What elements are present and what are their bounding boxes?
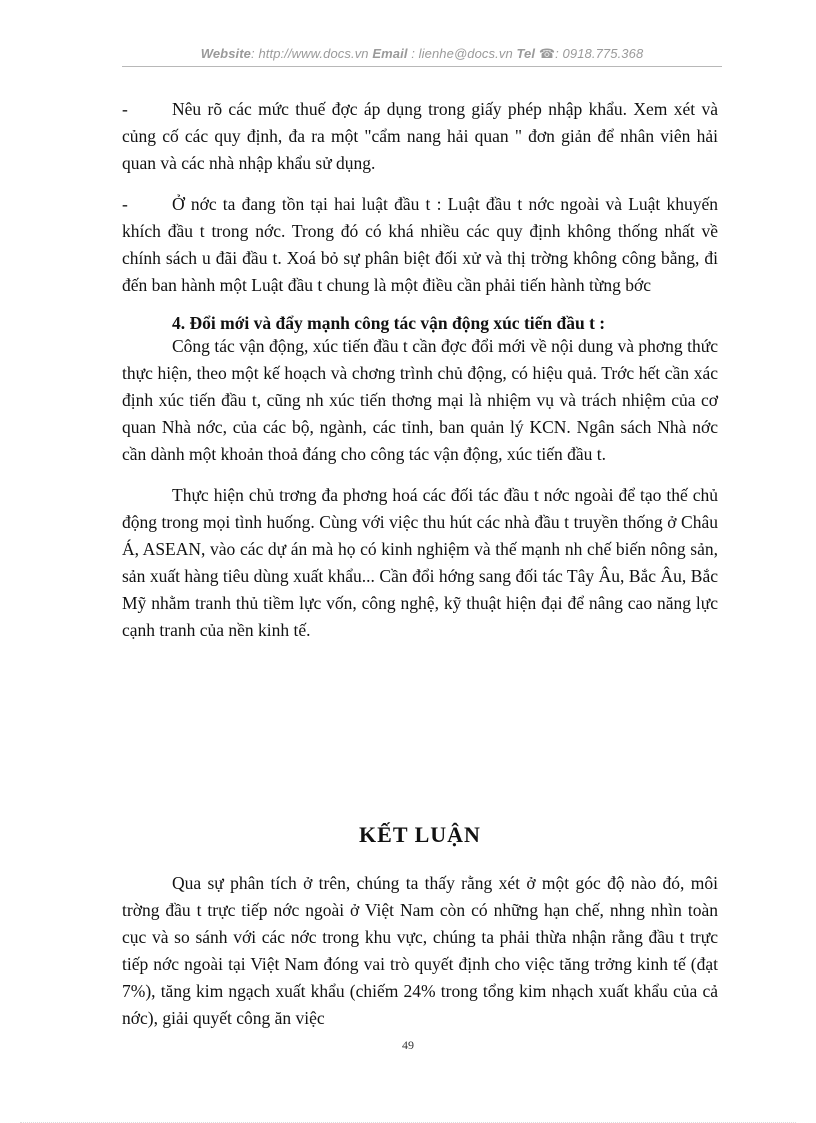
bullet-paragraph-1	[122, 96, 718, 177]
document-body	[122, 96, 718, 652]
conclusion-body	[122, 870, 718, 1040]
page-number: 49	[402, 1038, 414, 1052]
tel-value: ☎: 0918.775.368	[538, 46, 644, 61]
email-value[interactable]: : lienhe@docs.vn	[411, 46, 513, 61]
conclusion-paragraph: Qua sự phân tích ở trên, chúng ta thấy rằng xét ở một góc độ nào đó, môi trờng đầu t trực tiếp nớc ngoài ở Việt Nam còn có những hạn chế, nhng nhìn toàn cục và so sánh với các nớc trong khu vực, chúng ta phải thừa nhận rằng đầu t trực tiếp nớc ngoài tại Việt Nam đóng vai trò quyết định cho việc tăng trởng kinh tế (đạt 7%), tăng kim ngạch xuất khẩu (chiếm 24% trong tổng kim nhạch xuất khẩu của cả nớc), giải quyết công ăn việc	[122, 873, 718, 1028]
tel-label: Tel	[516, 46, 536, 61]
body-paragraph-1: Công tác vận động, xúc tiến đầu t cần đợc đổi mới về nội dung và phơng thức thực hiện, theo một kế hoạch và chơng trình chủ động, có hiệu quả. Trớc hết cần xác định xúc tiến đầu t, cũng nh xúc tiến thơng mại là nhiệm vụ và trách nhiệm của cơ quan Nhà nớc, của các bộ, ngành, các tỉnh, ban quản lý KCN. Ngân sách Nhà nớc cần dành một khoản thoả đáng cho công tác vận động, xúc tiến đầu t.	[122, 336, 718, 464]
bullet-paragraph-2	[122, 191, 718, 299]
bullet-text: Ở nớc ta đang tồn tại hai luật đầu t : Luật đầu t nớc ngoài và Luật khuyến khích đầu t trong nớc. Trong đó có khá nhiều các quy định không thống nhất về chính sách u đãi đầu t. Xoá bỏ sự phân biệt đối xử và thị trờng không công bằng, đi đến ban hành một Luật đầu t chung là một điều cần phải tiến hành từng bớc	[122, 194, 718, 295]
bullet-text: Nêu rõ các mức thuế đợc áp dụng trong giấy phép nhập khẩu. Xem xét và củng cố các quy định, đa ra một "cẩm nang hải quan " đơn giản để nhân viên hải quan và các nhà nhập khẩu sử dụng.	[122, 99, 718, 173]
bullet-dash: -	[122, 194, 128, 214]
section-heading: 4. Đổi mới và đẩy mạnh công tác vận động xúc tiến đầu t :	[172, 313, 606, 333]
header-divider	[122, 66, 722, 67]
website-label: Website	[200, 46, 252, 61]
bullet-dash: -	[122, 99, 128, 119]
website-value[interactable]: : http://www.docs.vn	[251, 46, 369, 61]
conclusion-title: KẾT LUẬN	[359, 822, 481, 847]
body-paragraph-2: Thực hiện chủ trơng đa phơng hoá các đối tác đầu t nớc ngoài để tạo thế chủ động trong mọi tình huống. Cùng với việc thu hút các nhà đầu t truyền thống ở Châu Á, ASEAN, vào các dự án mà họ có kinh nghiệm và thế mạnh nh chế biến nông sản, sản xuất hàng tiêu dùng xuất khẩu... Cần đổi hớng sang đối tác Tây Âu, Bắc Âu, Bắc Mỹ nhằm tranh thủ tiềm lực vốn, công nghệ, kỹ thuật hiện đại để nâng cao năng lực cạnh tranh của nền kinh tế.	[122, 485, 718, 640]
page-header	[122, 46, 722, 62]
email-label: Email	[372, 46, 408, 61]
